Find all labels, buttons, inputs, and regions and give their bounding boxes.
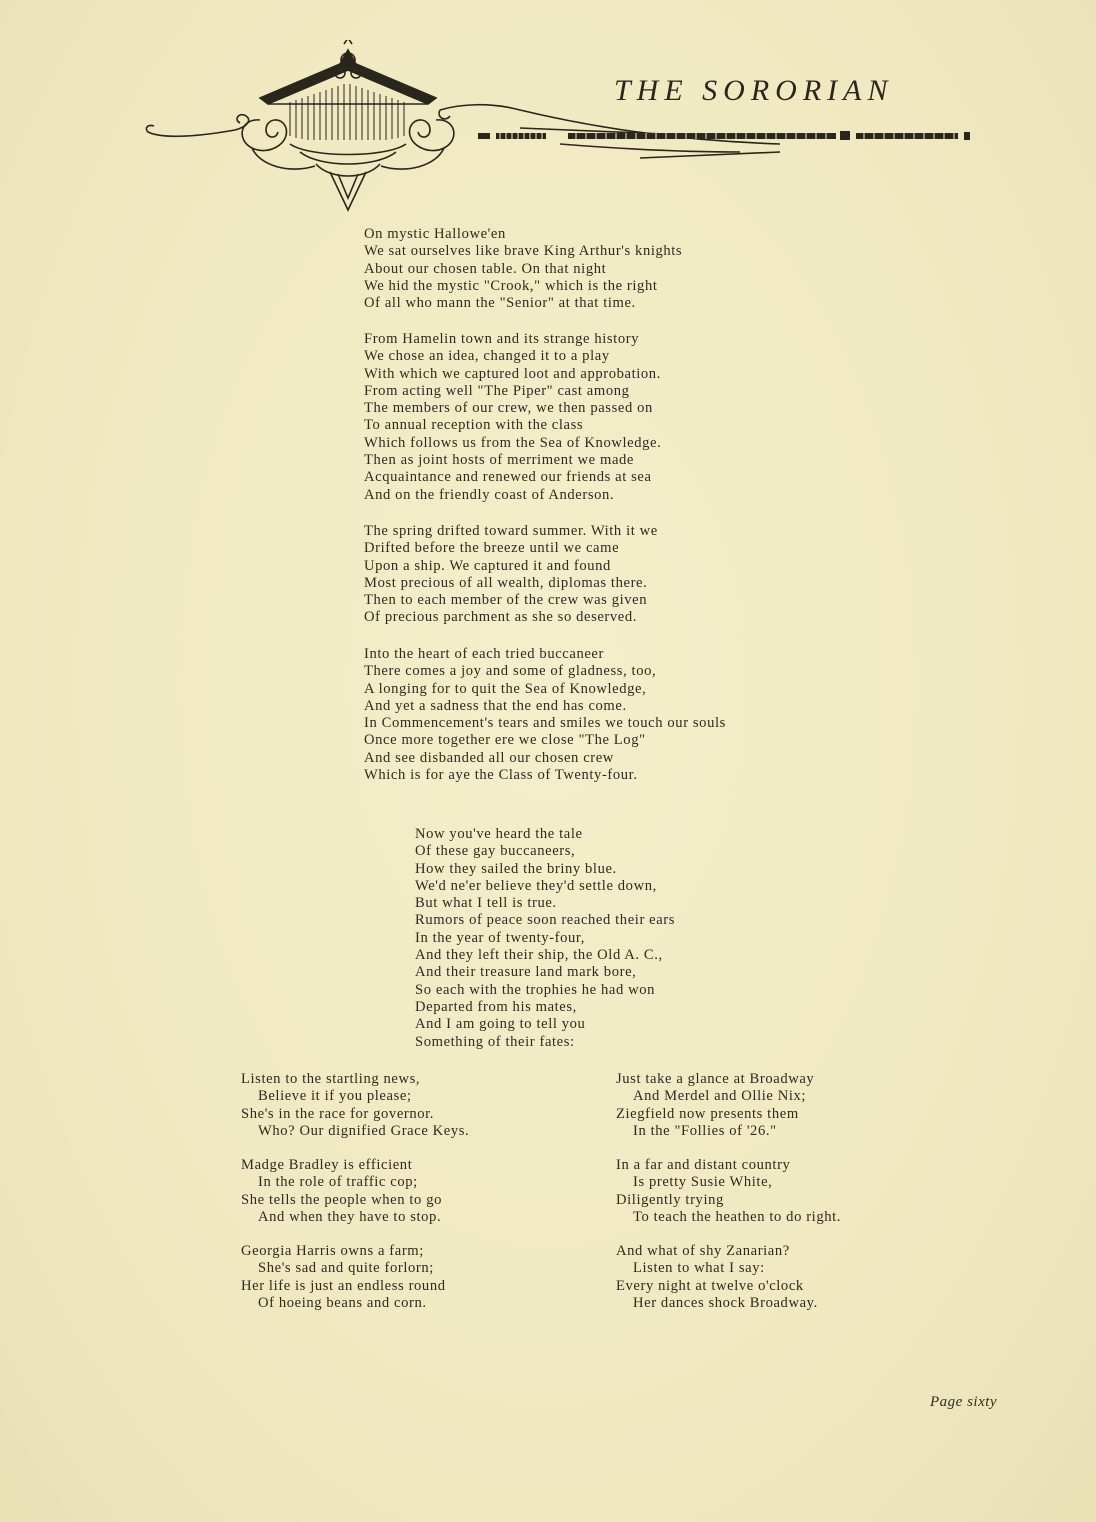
verse-line: Just take a glance at Broadway <box>616 1071 815 1087</box>
poem-stanza <box>364 523 658 627</box>
poem-stanza <box>364 226 682 312</box>
poem-line: Which is for aye the Class of Twenty-four. <box>364 767 638 784</box>
poem-line: Drifted before the breeze until we came <box>364 540 620 557</box>
verse-line: Her life is just an endless round <box>241 1277 446 1294</box>
page-title: THE SORORIAN <box>614 74 894 107</box>
poem-line: Departed from his mates, <box>415 998 577 1015</box>
poem-line: A longing for to quit the Sea of Knowledge, <box>364 680 647 697</box>
page-number: Page sixty <box>930 1394 998 1410</box>
poem-line: Of all who mann the "Senior" at that time. <box>364 295 636 312</box>
poem-line: Something of their fates: <box>415 1033 575 1050</box>
poem-line: And their treasure land mark bore, <box>415 964 637 981</box>
poem-line: Most precious of all wealth, diplomas there. <box>364 574 648 591</box>
poem-line: We'd ne'er believe they'd settle down, <box>415 877 657 894</box>
verse-line: In a far and distant country <box>616 1157 791 1173</box>
poem-stanza <box>364 646 726 784</box>
poem-line: We hid the mystic "Crook," which is the right <box>364 277 658 294</box>
verse-line: And when they have to stop. <box>258 1208 442 1225</box>
poem-line: Then to each member of the crew was given <box>364 592 648 609</box>
verse-line: Who? Our dignified Grace Keys. <box>258 1122 470 1139</box>
verse-line: Her dances shock Broadway. <box>633 1294 818 1311</box>
poem-line: Upon a ship. We captured it and found <box>364 557 611 574</box>
verse-line: Diligently trying <box>616 1191 724 1208</box>
poem-line: We chose an idea, changed it to a play <box>364 348 610 365</box>
poem-line: The members of our crew, we then passed on <box>364 400 653 417</box>
verse-line: In the "Follies of '26." <box>633 1122 777 1139</box>
poem-line: And see disbanded all our chosen crew <box>364 749 614 766</box>
poem-line: And yet a sadness that the end has come. <box>364 697 627 714</box>
poem-line: We sat ourselves like brave King Arthur's knights <box>364 243 683 260</box>
poem-line: With which we captured loot and approbation. <box>364 365 661 382</box>
verse-susie-white <box>616 1157 841 1226</box>
poem-line: But what I tell is true. <box>415 895 557 912</box>
verse-line: She's sad and quite forlorn; <box>258 1260 434 1277</box>
poem-line: About our chosen table. On that night <box>364 260 607 277</box>
poem-line: Of precious parchment as she so deserved. <box>364 609 638 626</box>
poem-line: Into the heart of each tried buccaneer <box>364 646 604 662</box>
verse-line: In the role of traffic cop; <box>258 1174 418 1191</box>
verse-line: Is pretty Susie White, <box>633 1174 773 1191</box>
poem-line: Acquaintance and renewed our friends at sea <box>364 469 652 486</box>
art-nouveau-header-ornament-icon <box>140 40 980 215</box>
verse-madge-bradley <box>241 1157 442 1226</box>
verse-line: Georgia Harris owns a farm; <box>241 1243 424 1259</box>
poem-line: In the year of twenty-four, <box>415 929 586 946</box>
verse-line: And Merdel and Ollie Nix; <box>633 1088 807 1105</box>
verse-grace-keys <box>241 1071 469 1140</box>
poem-line: Which follows us from the Sea of Knowledge. <box>364 434 662 451</box>
poem-line: From Hamelin town and its strange history <box>364 331 640 347</box>
poem-line: And on the friendly coast of Anderson. <box>364 486 615 503</box>
poem-line: On mystic Hallowe'en <box>364 226 506 242</box>
verse-line: Madge Bradley is efficient <box>241 1157 413 1173</box>
poem-line: In Commencement's tears and smiles we touch our souls <box>364 715 726 732</box>
poem-stanza <box>415 826 675 1051</box>
verse-line: Every night at twelve o'clock <box>616 1277 804 1294</box>
poem-stanza <box>364 331 661 504</box>
verse-zanarian <box>616 1243 818 1312</box>
poem-line: To annual reception with the class <box>364 417 584 434</box>
poem-line: From acting well "The Piper" cast among <box>364 382 630 399</box>
poem-line: Of these gay buccaneers, <box>415 843 576 860</box>
poem-line: And they left their ship, the Old A. C., <box>415 947 663 964</box>
verse-line: Ziegfield now presents them <box>616 1105 799 1122</box>
verse-line: To teach the heathen to do right. <box>633 1208 842 1225</box>
poem-line: Once more together ere we close "The Log" <box>364 732 646 749</box>
poem-line: Rumors of peace soon reached their ears <box>415 912 676 929</box>
verse-line: Of hoeing beans and corn. <box>258 1294 427 1311</box>
verse-line: Listen to the startling news, <box>241 1071 421 1087</box>
poem-line: There comes a joy and some of gladness, too, <box>364 663 657 680</box>
poem-line: The spring drifted toward summer. With it we <box>364 523 658 539</box>
verse-georgia-harris <box>241 1243 446 1312</box>
verse-line: She's in the race for governor. <box>241 1105 435 1122</box>
verse-line: And what of shy Zanarian? <box>616 1243 790 1259</box>
verse-line: Believe it if you please; <box>258 1088 412 1105</box>
poem-line: Then as joint hosts of merriment we made <box>364 452 635 469</box>
poem-line: How they sailed the briny blue. <box>415 860 617 877</box>
verse-broadway <box>616 1071 814 1140</box>
poem-line: Now you've heard the tale <box>415 826 583 842</box>
verse-line: Listen to what I say: <box>633 1260 765 1277</box>
poem-line: So each with the trophies he had won <box>415 981 656 998</box>
poem-line: And I am going to tell you <box>415 1016 586 1033</box>
verse-line: She tells the people when to go <box>241 1191 442 1208</box>
